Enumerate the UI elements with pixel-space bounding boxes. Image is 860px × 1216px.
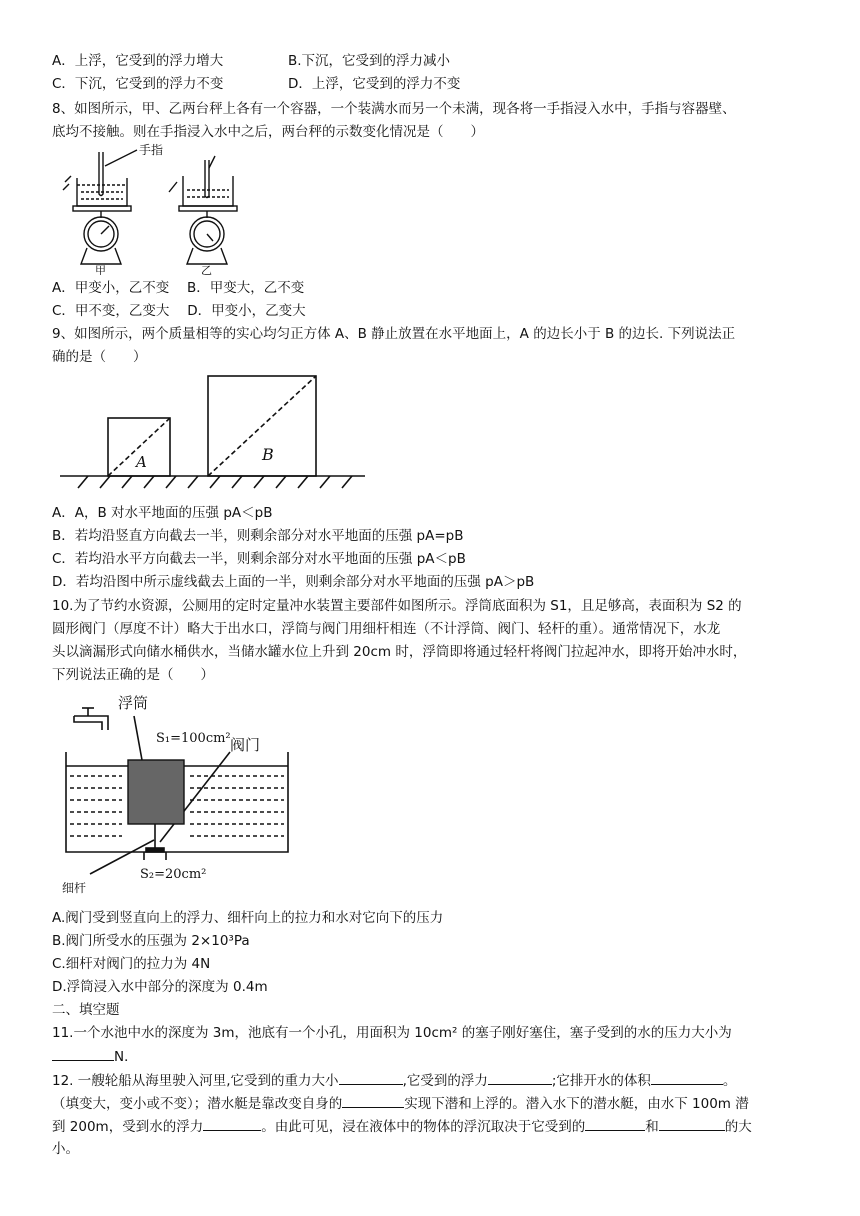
s2-label: S₂=20cm² xyxy=(140,867,207,882)
q8-options-ab: A．甲变小，乙不变 B．甲变大，乙不变 xyxy=(52,280,305,296)
q10-option-a: A.阀门受到竖直向上的浮力、细杆向上的拉力和水对它向下的压力 xyxy=(52,910,444,926)
q12-text: （填变大，变小或不变）；潜水艇是靠改变自身的 xyxy=(52,1096,343,1112)
rod-label: 细杆 xyxy=(62,881,87,895)
q12-text: 的大 xyxy=(724,1119,752,1135)
q9-stem-line1: 9、如图所示，两个质量相等的实心均匀正方体 A、B 静止放置在水平地面上，A 的边长小于 B 的边长. 下列说法正 xyxy=(52,326,736,342)
finger-label: 手指 xyxy=(139,143,164,157)
q12-text: 和 xyxy=(645,1119,659,1135)
float-label: 浮筒 xyxy=(118,694,149,712)
q11-unit: N． xyxy=(114,1049,138,1065)
q9-option-d: D．若均沿图中所示虚线截去上面的一半，则剩余部分对水平地面的压强 pA＞pB xyxy=(52,574,535,590)
q10-flush-device-figure xyxy=(60,692,300,902)
float-cylinder xyxy=(128,760,184,824)
q12-line1 xyxy=(52,1070,736,1091)
q10-stem-line4: 下列说法正确的是（ ） xyxy=(52,667,214,683)
q12-text: 。 xyxy=(722,1073,737,1089)
faucet-icon xyxy=(74,716,108,730)
q12-text: 实现下潜和上浮的。潜入水下的潜水艇，由水下 100m 潜 xyxy=(404,1096,749,1112)
q12-line4: 小。 xyxy=(52,1141,79,1157)
answer-blank[interactable] xyxy=(342,1093,404,1108)
q10-stem-line2: 圆形阀门（厚度不计）略大于出水口，浮筒与阀门用细杆相连（不计浮筒、阀门、轻杆的重）。通常情况下，水龙 xyxy=(52,621,721,637)
yi-container xyxy=(169,156,237,264)
answer-blank[interactable] xyxy=(339,1070,403,1085)
q12-text: ;它排开水的体积 xyxy=(551,1073,651,1089)
q9-option-b: B．若均沿竖直方向截去一半，则剩余部分对水平地面的压强 pA=pB xyxy=(52,528,464,544)
q8-stem-line1: 8、如图所示，甲、乙两台秤上各有一个容器，一个装满水而另一个未满，现各将一手指浸入水中，手指与容器壁、 xyxy=(52,101,736,117)
q7-option-a: A．上浮，它受到的浮力增大 xyxy=(52,53,224,69)
q11-stem-line2 xyxy=(52,1046,138,1067)
answer-blank[interactable] xyxy=(52,1046,114,1061)
q12-text: 到 200m，受到水的浮力 xyxy=(52,1119,204,1135)
q9-option-a: A．A，B 对水平地面的压强 pA＜pB xyxy=(52,505,273,521)
q8-scales-figure xyxy=(55,142,245,275)
q10-option-b: B.阀门所受水的压强为 2×10³Pa xyxy=(52,933,250,949)
answer-blank[interactable] xyxy=(585,1116,645,1131)
q7-option-b: B.下沉，它受到的浮力减小 xyxy=(288,53,451,69)
valve-label: 阀门 xyxy=(230,736,261,754)
s1-label: S₁=100cm² xyxy=(156,731,231,746)
answer-blank[interactable] xyxy=(651,1070,723,1085)
jia-container xyxy=(63,150,137,264)
q10-stem-line1: 10.为了节约水资源，公厕用的定时定量冲水装置主要部件如图所示。浮筒底面积为 S1，且足够高，表面积为 S2 的 xyxy=(52,598,742,614)
q12-line3 xyxy=(52,1116,752,1137)
q9-option-c: C．若均沿水平方向截去一半，则剩余部分对水平地面的压强 pA＜pB xyxy=(52,551,466,567)
answer-blank[interactable] xyxy=(659,1116,725,1131)
q8-stem-line2: 底均不接触。则在手指浸入水中之后，两台秤的示数变化情况是（ ） xyxy=(52,124,484,140)
q12-text: 12. 一艘轮船从海里驶入河里,它受到的重力大小 xyxy=(52,1073,339,1089)
section-heading-fill-in: 二、填空题 xyxy=(52,1002,120,1018)
q10-stem-line3: 头以滴漏形式向储水桶供水，当储水罐水位上升到 20cm 时，浮筒即将通过轻杆将阀门拉起冲水，即将开始冲水时， xyxy=(52,644,747,660)
q8-options-cd: C．甲不变，乙变大 D．甲变小，乙变大 xyxy=(52,303,306,319)
q7-option-c: C．下沉，它受到的浮力不变 xyxy=(52,76,224,92)
q12-line2 xyxy=(52,1093,749,1114)
q9-cubes-figure xyxy=(60,372,370,500)
answer-blank[interactable] xyxy=(488,1070,552,1085)
valve xyxy=(146,848,164,852)
q10-option-d: D.浮筒浸入水中部分的深度为 0.4m xyxy=(52,979,268,995)
q9-stem-line2: 确的是（ ） xyxy=(52,349,147,365)
answer-blank[interactable] xyxy=(203,1116,261,1131)
cube-b-label: B xyxy=(262,445,274,464)
q12-text: ,它受到的浮力 xyxy=(402,1073,488,1089)
q7-option-d: D．上浮，它受到的浮力不变 xyxy=(288,76,461,92)
jia-label: 甲 xyxy=(95,264,106,275)
yi-label: 乙 xyxy=(201,264,212,275)
cube-a-label: A xyxy=(136,453,147,471)
q12-text: 。由此可见，浸在液体中的物体的浮沉取决于它受到的 xyxy=(261,1119,586,1135)
q10-option-c: C.细杆对阀门的拉力为 4N xyxy=(52,956,211,972)
q11-stem-line1: 11.一个水池中水的深度为 3m，池底有一个小孔，用面积为 10cm² 的塞子刚好塞住，塞子受到的水的压力大小为 xyxy=(52,1025,732,1041)
